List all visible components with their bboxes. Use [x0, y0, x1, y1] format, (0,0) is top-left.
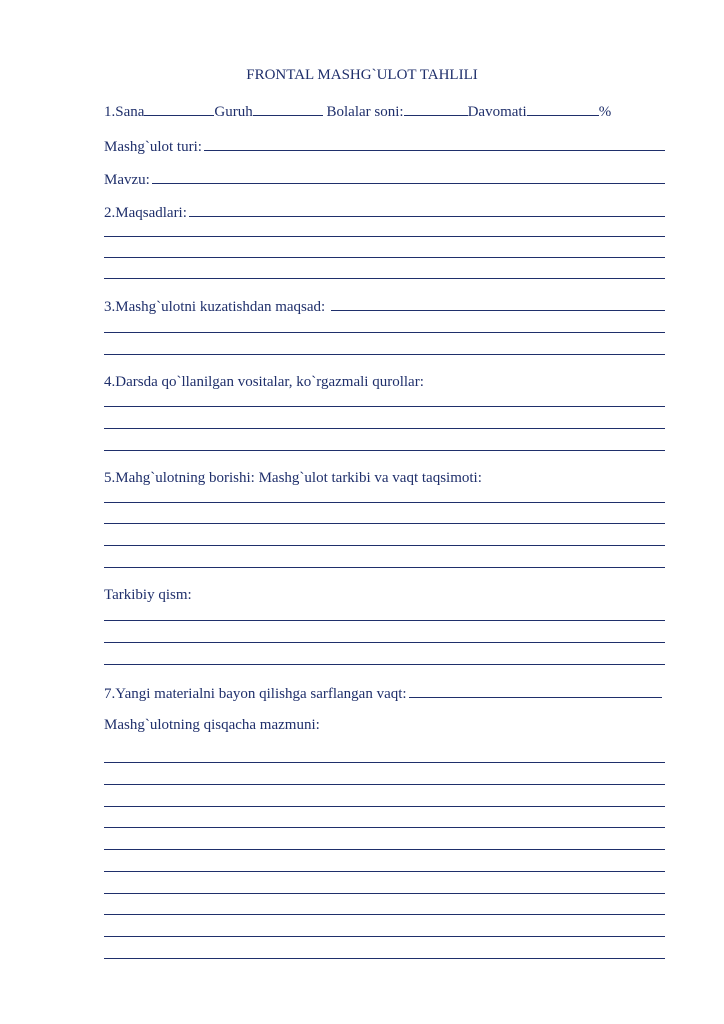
maqsadlari-label: 2.Maqsadlari: — [104, 205, 187, 220]
sana-blank[interactable] — [144, 101, 214, 116]
bolalar-blank[interactable] — [404, 101, 468, 116]
writing-line[interactable] — [104, 257, 665, 258]
guruh-blank[interactable] — [253, 101, 323, 116]
writing-line[interactable] — [104, 278, 665, 279]
info-row — [104, 101, 611, 121]
writing-line[interactable] — [104, 502, 665, 503]
writing-line[interactable] — [104, 762, 665, 763]
writing-line[interactable] — [104, 642, 665, 643]
bolalar-label: Bolalar soni: — [326, 104, 404, 120]
writing-line[interactable] — [104, 567, 665, 568]
writing-line[interactable] — [104, 450, 665, 451]
writing-line[interactable] — [104, 893, 665, 894]
page-title: FRONTAL MASHG`ULOT TAHLILI — [246, 67, 478, 83]
writing-line[interactable] — [104, 523, 665, 524]
vaqt-blank[interactable] — [409, 683, 662, 698]
borishi-label: 5.Mahg`ulotning borishi: Mashg`ulot tarkibi va vaqt taqsimoti: — [104, 470, 482, 486]
maqsadlari-field — [104, 202, 665, 220]
writing-line[interactable] — [104, 354, 665, 355]
writing-line[interactable] — [104, 806, 665, 807]
mazmuni-label: Mashg`ulotning qisqacha mazmuni: — [104, 717, 320, 733]
writing-line[interactable] — [104, 914, 665, 915]
writing-line[interactable] — [104, 332, 665, 333]
vaqt-label: 7.Yangi materialni bayon qilishga sarflangan vaqt: — [104, 686, 407, 701]
vaqt-field — [104, 683, 662, 701]
mavzu-label: Mavzu: — [104, 172, 150, 187]
turi-blank[interactable] — [204, 136, 665, 151]
turi-field — [104, 136, 665, 154]
writing-line[interactable] — [104, 545, 665, 546]
writing-line[interactable] — [104, 428, 665, 429]
kuzatish-blank[interactable] — [331, 296, 665, 311]
kuzatish-label: 3.Mashg`ulotni kuzatishdan maqsad: — [104, 299, 326, 314]
writing-line[interactable] — [104, 664, 665, 665]
writing-line[interactable] — [104, 784, 665, 785]
kuzatish-field — [104, 296, 665, 314]
writing-line[interactable] — [104, 871, 665, 872]
guruh-label: Guruh — [214, 104, 253, 120]
turi-label: Mashg`ulot turi: — [104, 139, 202, 154]
vositalar-label: 4.Darsda qo`llanilgan vositalar, ko`rgazmali qurollar: — [104, 374, 424, 390]
davomati-blank[interactable] — [527, 101, 599, 116]
writing-line[interactable] — [104, 406, 665, 407]
writing-line[interactable] — [104, 620, 665, 621]
writing-line[interactable] — [104, 849, 665, 850]
mavzu-blank[interactable] — [152, 169, 665, 184]
maqsadlari-blank[interactable] — [189, 202, 665, 217]
writing-line[interactable] — [104, 827, 665, 828]
writing-line[interactable] — [104, 936, 665, 937]
sana-label: 1.Sana — [104, 104, 145, 120]
percent-sign: % — [598, 104, 612, 120]
writing-line[interactable] — [104, 958, 665, 959]
writing-line[interactable] — [104, 236, 665, 237]
davomati-label: Davomati — [467, 104, 527, 120]
tarkibiy-label: Tarkibiy qism: — [104, 587, 192, 603]
mavzu-field — [104, 169, 665, 187]
